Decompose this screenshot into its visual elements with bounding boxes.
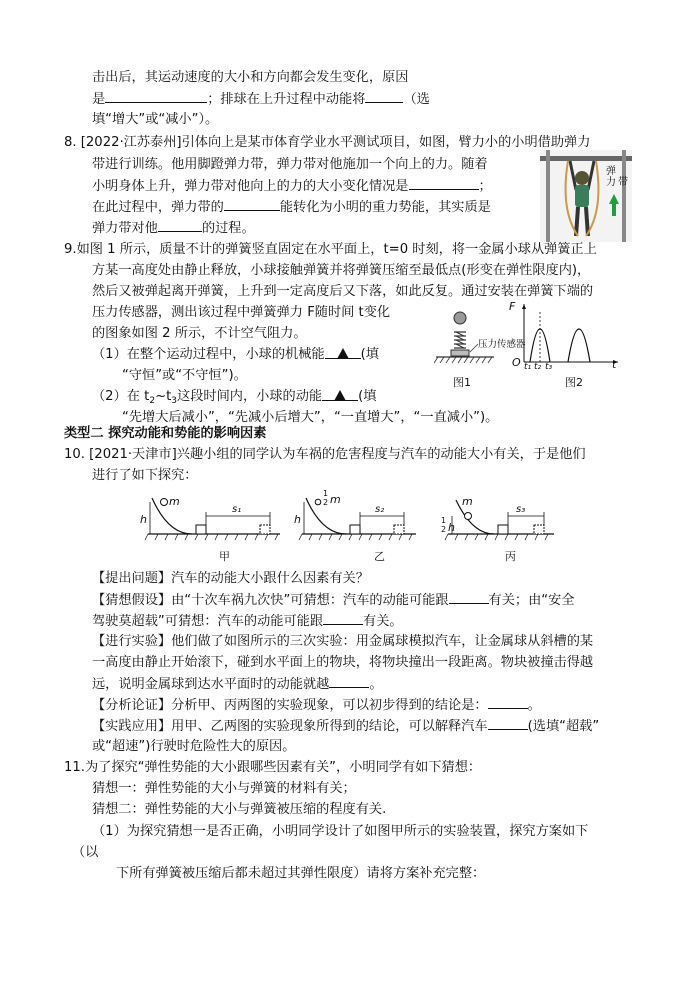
fig-bing-caption: 丙: [505, 550, 516, 563]
t3-label: t₃: [545, 362, 553, 372]
fig-yi-h: h: [294, 513, 301, 526]
q10-exp-1: 【进行实验】他们做了如图所示的三次实验：用金属球模拟汽车，让金属球从斜槽的某: [92, 634, 594, 649]
q7-blank-2[interactable]: [365, 89, 403, 103]
band-label-3: 带: [618, 177, 628, 188]
q10-apply-1: 【实践应用】用甲、乙两图的实验现象所得到的结论，可以解释汽车 (选填“超载”: [92, 716, 599, 737]
q11-line-1: 11.为了探究“弹性势能的大小跟哪些因素有关”，小明同学有如下猜想：: [64, 760, 482, 775]
axis-F-label: F: [509, 300, 516, 313]
ball-icon: [465, 513, 472, 520]
fig2-caption: 图2: [565, 376, 583, 389]
ramp-figure-yi: [298, 494, 418, 542]
fig-yi-m: m: [330, 493, 341, 506]
q10-line-1: 10. [2021·天津市]兴趣小组的同学认为车祸的危害程度与汽车的动能大小有关，于是他们: [64, 447, 586, 462]
q8-line-1: 8. [2022·江苏泰州]引体向上是某市体育学业水平测试项目，如图，臂力小的小明借助弹力: [64, 135, 591, 150]
fig-jia-m: m: [169, 495, 180, 508]
q9-line-4: 压力传感器，测出该过程中弹簧弹力 F随时间 t变化: [92, 305, 391, 320]
fig2-force-time-graph: [510, 300, 620, 370]
q10-blank-5[interactable]: [488, 716, 528, 730]
block-icon: [498, 525, 508, 534]
person-body: [575, 185, 589, 207]
triangle-icon: [334, 390, 346, 401]
q10-hypo-2: 驾驶莫超载”可猜想：汽车的动能可能跟 有关。: [92, 611, 403, 632]
q8-blank-3[interactable]: [158, 218, 202, 232]
q10-blank-1[interactable]: [449, 590, 489, 604]
q10-exp-2: 一高度由静止开始滚下，碰到水平面上的物块，将物块撞出一段距离。物块被撞击得越: [92, 655, 594, 670]
q7-line-3: 填“增大”或“减小”）。: [92, 112, 219, 127]
fig-bing-half-den: 2: [441, 525, 447, 534]
fig-yi-s2: s₂: [375, 504, 385, 515]
q9-line-1: 9.如图 1 所示，质量不计的弹簧竖直固定在水平面上，t=0 时刻，将一金属小球从弹簧正上: [64, 242, 597, 257]
fig-bing-half-num: 1: [441, 516, 447, 525]
t1-label: t₁: [524, 362, 532, 372]
pullup-figure: [540, 150, 632, 242]
fig-bing-s3: s₃: [516, 504, 526, 515]
q9-sub2-line-2: “先增大后减小”，“先减小后增大”，“一直增大”，“一直减小”)。: [122, 410, 499, 425]
q7-line-1: 击出后，其运动速度的大小和方向都会发生变化，原因: [92, 70, 409, 85]
ball-icon: [161, 499, 168, 506]
q9-line-3: 然后又被弹起离开弹簧，上升到一定高度后又下落，如此反复。通过安装在弹簧下端的: [92, 284, 594, 299]
q9-sub1-line-2: “守恒”或“不守恒”)。: [122, 368, 247, 383]
section-title: 类型二 探究动能和势能的影响因素: [64, 426, 267, 441]
q8-blank-1[interactable]: [409, 176, 479, 190]
q11-part1-1: （1）为探究猜想一是否正确，小明同学设计了如图甲所示的实验装置，探究方案如下: [92, 824, 589, 839]
band-label-2: 力: [606, 177, 616, 188]
q9-sub2-line-1: （2）在 $t_2\sim t_3$这段时间内，小球的动能 (填: [92, 389, 377, 406]
q10-hypo-1: 【猜想假设】由“十次车祸九次快”可猜想：汽车的动能可能跟 有关；由“安全: [92, 590, 575, 611]
pressure-sensor: [451, 350, 469, 356]
block-icon: [196, 525, 206, 534]
fig-jia-s1: s₁: [232, 504, 242, 515]
fig-yi-caption: 乙: [374, 550, 385, 563]
ramp-figure-bing: [444, 494, 556, 542]
q8-line-5: 弹力带对他 的过程。: [92, 218, 255, 239]
axis-t-label: t: [612, 358, 617, 371]
q9-line-5: 的图象如图 2 所示，不计空气阻力。: [92, 326, 307, 341]
q8-line-3: 小明身体上升，弹力带对他向上的力的大小变化情况是 ；: [92, 176, 492, 197]
q8-blank-2[interactable]: [224, 197, 280, 211]
fig1-caption: 图1: [453, 376, 471, 389]
fig-jia-h: h: [140, 513, 147, 526]
fig-yi-half-den: 2: [323, 498, 329, 507]
metal-ball: [454, 312, 466, 324]
fig-jia-caption: 甲: [219, 550, 230, 563]
q9-sub1-line-1: （1）在整个运动过程中，小球的机械能 (填: [92, 347, 379, 362]
ball-icon: [315, 499, 321, 505]
q10-blank-3[interactable]: [329, 674, 369, 688]
pullup-bar: [540, 156, 632, 161]
block-icon: [350, 525, 360, 534]
fig1-sensor-label: 压力传感器: [478, 339, 526, 350]
q7-blank-1[interactable]: [105, 89, 207, 103]
q11-guess-1: 猜想一：弹性势能的大小与弹簧的材料有关；: [92, 781, 356, 796]
q10-apply-2: 或“超速”)行驶时危险性大的原因。: [92, 739, 296, 754]
q10-analysis: 【分析论证】分析甲、丙两图的实验现象，可以初步得到的结论是： 。: [92, 695, 541, 716]
q9-blank-2[interactable]: [322, 387, 358, 401]
t2-label: t₂: [534, 362, 542, 372]
person-head: [575, 171, 589, 185]
band-label-1: 弹: [606, 166, 616, 177]
axis-origin-label: O: [512, 356, 521, 369]
q10-blank-4[interactable]: [488, 695, 528, 709]
q11-guess-2: 猜想二：弹性势能的大小与弹簧被压缩的程度有关.: [92, 802, 387, 817]
ramp-figure-jia: [144, 494, 282, 542]
triangle-icon: [337, 348, 349, 359]
q9-blank-1[interactable]: [325, 345, 361, 359]
q8-line-4: 在此过程中，弹力带的 能转化为小明的重力势能，其实质是: [92, 197, 491, 218]
q8-line-2: 带进行训练。他用脚蹬弹力带，弹力带对他施加一个向上的力。随着: [92, 157, 488, 172]
q7-line-2: 是 ；排球在上升过程中动能将 （选: [92, 89, 430, 110]
q10-line-2: 进行了如下探究：: [92, 468, 198, 483]
q11-part1-2: （以: [72, 845, 99, 860]
fig-bing-h: h: [448, 521, 455, 534]
q10-blank-2[interactable]: [323, 611, 363, 625]
q10-ask: 【提出问题】汽车的动能大小跟什么因素有关？: [92, 571, 369, 586]
fig-bing-m: m: [462, 495, 473, 508]
force-curve-2: [568, 329, 590, 362]
q10-exp-3: 远，说明金属球到达水平面时的动能就越 。: [92, 674, 383, 695]
q9-line-2: 方某一高度处由静止释放，小球接触弹簧并将弹簧压缩至最低点(形变在弹性限度内)，: [92, 263, 591, 278]
q11-part1-3: 下所有弹簧被压缩后都未超过其弹性限度）请将方案补充完整：: [116, 866, 486, 881]
fig-yi-half-num: 1: [323, 489, 329, 498]
